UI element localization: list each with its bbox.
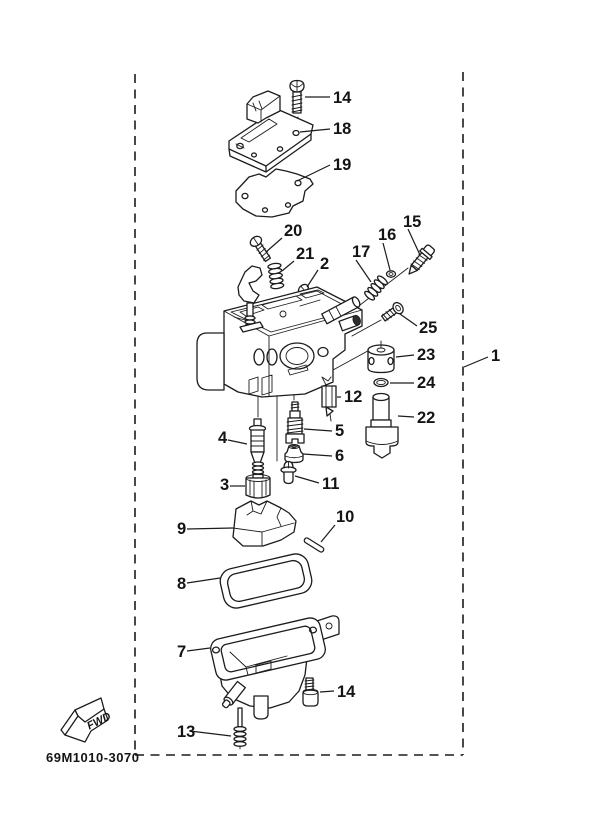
leader-line-16 (383, 243, 390, 270)
callout-number-16: 16 (378, 226, 397, 244)
callout-number-8: 8 (177, 575, 187, 593)
callout-number-7: 7 (177, 643, 187, 661)
leader-line-4 (228, 440, 247, 444)
part-oring-24 (374, 379, 388, 387)
callout-number-17: 17 (352, 243, 371, 261)
part-screw-25 (380, 301, 405, 324)
leader-line-9 (187, 528, 233, 529)
part-float-pin-10 (303, 537, 324, 553)
part-main-jet-3 (246, 462, 270, 498)
fwd-arrow (61, 698, 113, 742)
part-main-nozzle-5 (286, 402, 304, 443)
leader-line-20 (266, 238, 282, 252)
part-spring-17 (363, 275, 388, 302)
leader-line-14-bottom (320, 691, 334, 692)
leader-line-11 (295, 476, 319, 483)
callout-number-12: 12 (344, 388, 363, 406)
part-float-9 (233, 501, 296, 546)
callout-number-3: 3 (220, 476, 230, 494)
leader-line-15 (408, 229, 420, 255)
callout-number-19: 19 (333, 156, 352, 174)
callout-number-2: 2 (320, 255, 330, 273)
callout-number-11: 11 (322, 475, 340, 493)
part-cover-gasket-19 (236, 169, 313, 217)
leader-line-22 (398, 416, 414, 417)
callout-number-6: 6 (335, 447, 345, 465)
callout-number-14-bottom: 14 (337, 683, 356, 701)
callout-number-14-top: 14 (333, 89, 352, 107)
callout-number-1: 1 (491, 347, 501, 365)
leader-line-7 (187, 648, 210, 651)
callout-number-15: 15 (403, 213, 422, 231)
leader-line-2 (307, 270, 318, 287)
part-washer-16 (387, 271, 396, 277)
part-plunger-cap-23 (368, 341, 394, 373)
leader-line-13 (190, 731, 231, 736)
part-screw-14-bottom (303, 678, 318, 706)
part-plug-screw-11 (281, 462, 296, 484)
leader-line-5 (304, 429, 332, 431)
drawing-code: 69M1010-3070 (46, 750, 140, 765)
leader-line-10 (321, 525, 335, 542)
leader-line-21 (282, 261, 294, 271)
part-bowl-gasket-8 (218, 551, 315, 610)
callout-number-4: 4 (218, 429, 228, 447)
callout-number-13: 13 (177, 723, 196, 741)
callout-number-9: 9 (177, 520, 187, 538)
callout-number-23: 23 (417, 346, 436, 364)
part-float-bowl-7 (209, 616, 339, 719)
leader-line-25 (400, 314, 417, 326)
callout-number-18: 18 (333, 120, 352, 138)
part-drain-plunger-22 (366, 394, 398, 459)
part-drain-screw-13 (234, 708, 246, 749)
callout-number-25: 25 (419, 319, 438, 337)
callout-number-10: 10 (336, 508, 355, 526)
part-spring-21 (268, 263, 284, 290)
callout-number-21: 21 (296, 245, 315, 263)
leader-line-1 (464, 357, 488, 367)
part-valve-seat-6 (285, 445, 303, 463)
leader-line-6 (303, 454, 332, 456)
callout-number-5: 5 (335, 422, 345, 440)
leader-line-17 (356, 260, 371, 282)
leader-line-19 (297, 165, 330, 181)
leader-line-23 (396, 355, 414, 357)
leader-line-8 (187, 578, 220, 583)
callout-number-24: 24 (417, 374, 436, 392)
callout-number-22: 22 (417, 409, 436, 427)
fwd-arrow-label: FWD (85, 710, 113, 733)
callout-number-20: 20 (284, 222, 303, 240)
part-pilot-screw-15 (404, 243, 436, 278)
